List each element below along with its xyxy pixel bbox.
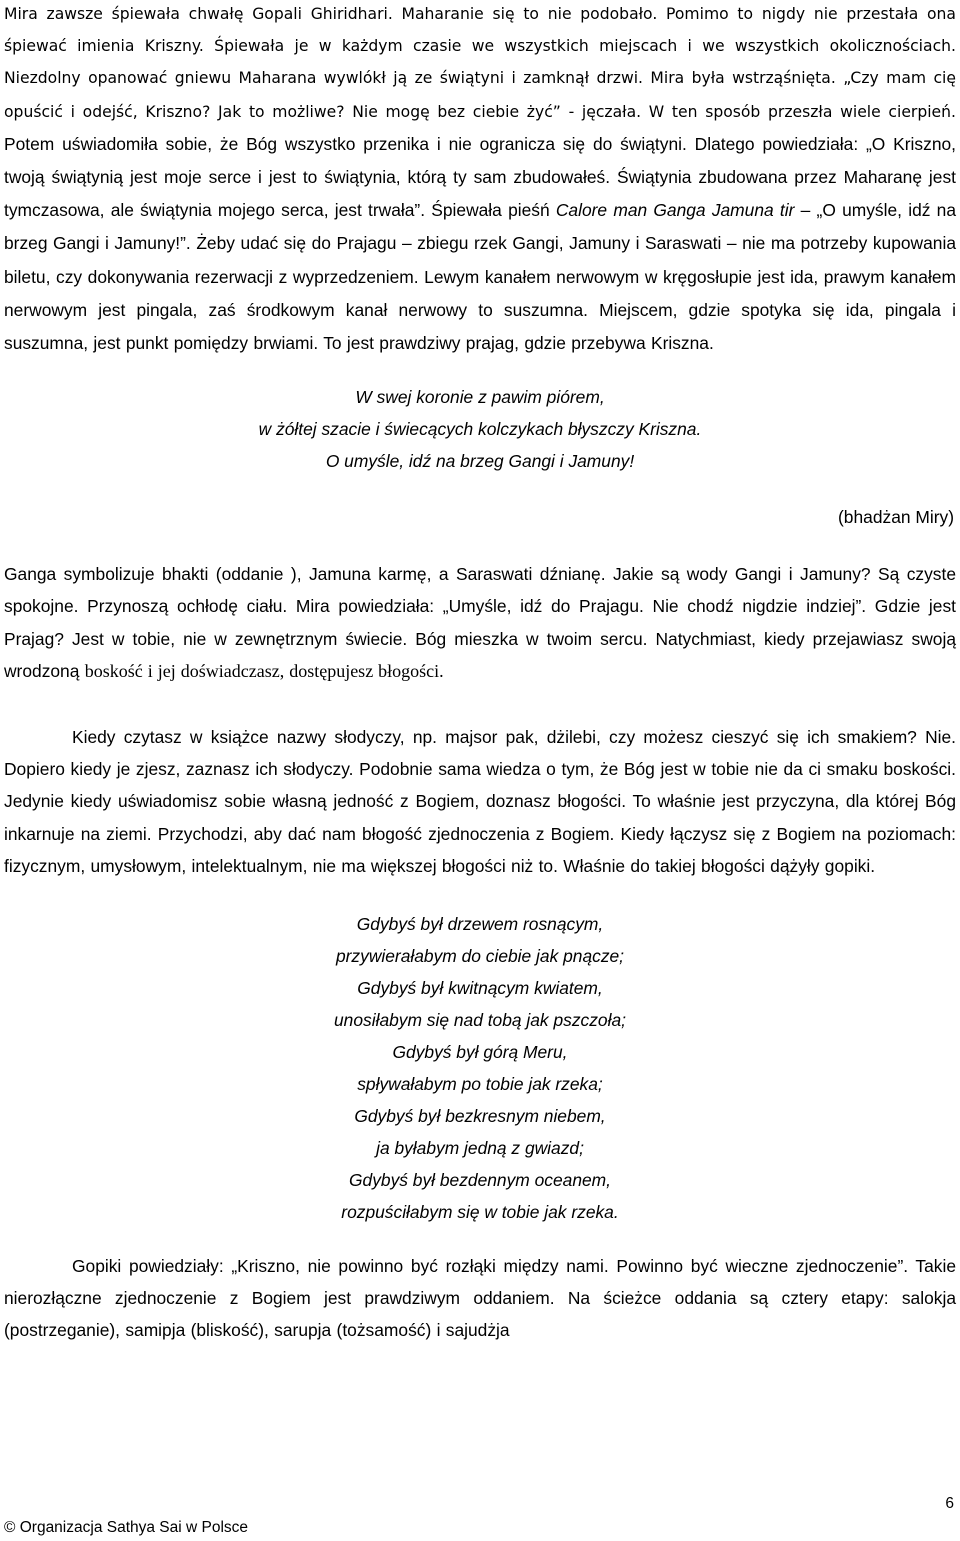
paragraph-ganga-part-a: Ganga symbolizuje bhakti (oddanie ), Jamuna karmę, a Saraswati dźnianę. Jakie są wody Gangi i Jamuny? Są czyste spokojne. Przynoszą ochłodę ciału. Mira powiedziała: „Umyśle, idź do Prajagu. Nie chodź nigdzie indziej”. Gdzie jest Prajag? Jest w tobie, nie w zewnętrznym świecie. Bóg mieszka w twoim sercu. Natychmiast, kiedy przejawiasz swoją wrodzoną (4, 564, 956, 681)
paragraph-gopiki (4, 1250, 956, 1347)
paragraph-mira-part-b: Potem uświadomiła sobie, że Bóg wszystko przenika i nie ogranicza się do świątyni. Dlatego powiedziała: „O Kriszno, twoją świątynią jest moje serce i jest to świątynia, którą ty sam zbudowałeś. Świątynia zbudowana przez Maharanę jest tymczasowa, ale świątynia mojego serca, jest trwała”. Śpiewała pieśń (4, 133, 956, 221)
paragraph-mira-part-c: – „O umyśle, idź na brzeg Gangi i Jamuny!”. Żeby udać się do Prajagu – zbiegu rzek Gangi, Jamuny i Saraswati – nie ma potrzeby kupowania biletu, czy dokonywania rezerwacji z wyprzedzeniem. Lewym kanałem nerwowym w kręgosłupie jest ida, prawym kanałem nerwowym jest pingala, zaś środkowym kanał nerwowy to suszumna. Miejscem, gdzie spotyka się ida, pingala i suszumna, jest punkt pomiędzy brwiami. To jest prawdziwy prajag, gdzie przebywa Kriszna. (4, 200, 957, 354)
paragraph-mira (4, 0, 956, 360)
poem-line: unosiłabym się nad tobą jak pszczoła; (334, 1010, 626, 1031)
paragraph-sweets-text: Kiedy czytasz w książce nazwy słodyczy, np. majsor pak, dżilebi, czy możesz cieszyć się ich smakiem? Nie. Dopiero kiedy je zjesz, zaznasz ich słodyczy. Podobnie sama wiedza o tym, że Bóg jest w tobie nie da ci smaku boskości. Jedynie kiedy uświadomisz sobie własną jedność z Bogiem, doznasz błogości. To właśnie jest przyczyna, dla której Bóg inkarnuje na ziemi. Przychodzi, aby dać nam błogość zjednoczenia z Bogiem. Kiedy łączysz się z Bogiem na poziomach: fizycznym, umysłowym, intelektualnym, nie ma większej błogości niż to. Właśnie do takiej błogości dążyły gopiki. (4, 727, 956, 876)
footer-copyright: © Organizacja Sathya Sai w Polsce (4, 1519, 249, 1536)
poem-line: O umyśle, idź na brzeg Gangi i Jamuny! (325, 451, 635, 472)
poem-gopika (4, 908, 956, 1228)
poem-line: przywierałabym do ciebie jak pnącze; (335, 946, 625, 967)
poem-mira-bhajan (4, 381, 956, 477)
poem-line: Gdybyś był drzewem rosnącym, (356, 914, 604, 935)
poem-line: rozpuściłabym się w tobie jak rzeka. (341, 1202, 619, 1223)
page-number: 6 (945, 1495, 954, 1512)
poem-line: Gdybyś był kwitnącym kwiatem, (357, 978, 603, 999)
paragraph-sweets (4, 721, 956, 882)
paragraph-gopiki-text: Gopiki powiedziały: „Kriszno, nie powinno być rozłąki między nami. Powinno być wieczne zjednoczenie”. Takie nierozłączne zjednoczenie z Bogiem jest prawdziwym oddaniem. Na ścieżce oddania są cztery etapy: salokja (postrzeganie), samipja (bliskość), sarupja (tożsamość) i sajudżja (4, 1256, 956, 1341)
poem-line: ja byłabym jedną z gwiazd; (376, 1138, 584, 1159)
poem-line: Gdybyś był bezdennym oceanem, (349, 1170, 611, 1191)
paragraph-ganga-part-b: boskość i jej doświadczasz, dostępujesz błogości. (84, 660, 444, 681)
poem-line: Gdybyś był bezkresnym niebem, (354, 1106, 606, 1127)
poem-attribution: (bhadżan Miry) (838, 507, 954, 528)
song-title: Calore man Ganga Jamuna tir (555, 200, 795, 221)
poem-line: Gdybyś był górą Meru, (392, 1042, 568, 1063)
paragraph-mira-part-a: Mira zawsze śpiewała chwałę Gopali Ghiridhari. Maharanie się to nie podobało. Pomimo to nigdy nie przestała ona śpiewać imienia Kriszny. Śpiewała je w każdym czasie we wszystkich miejscach i we wszystkich okolicznościach. Niezdolny opanować gniewu Maharana wywlókł ją ze świątyni i zamknął drzwi. Mira była wstrząśnięta. „Czy mam cię opuścić i odejść, Kriszno? Jak to możliwe? Nie mogę bez ciebie żyć” - jęczała. W ten sposób przeszła wiele cierpień. (4, 5, 956, 121)
poem-line: spływałabym po tobie jak rzeka; (357, 1074, 603, 1095)
document-page (4, 0, 956, 1347)
poem-line: w żółtej szacie i świecących kolczykach błyszczy Kriszna. (258, 419, 702, 440)
paragraph-ganga (4, 558, 956, 687)
poem-line: W swej koronie z pawim piórem, (355, 387, 605, 408)
